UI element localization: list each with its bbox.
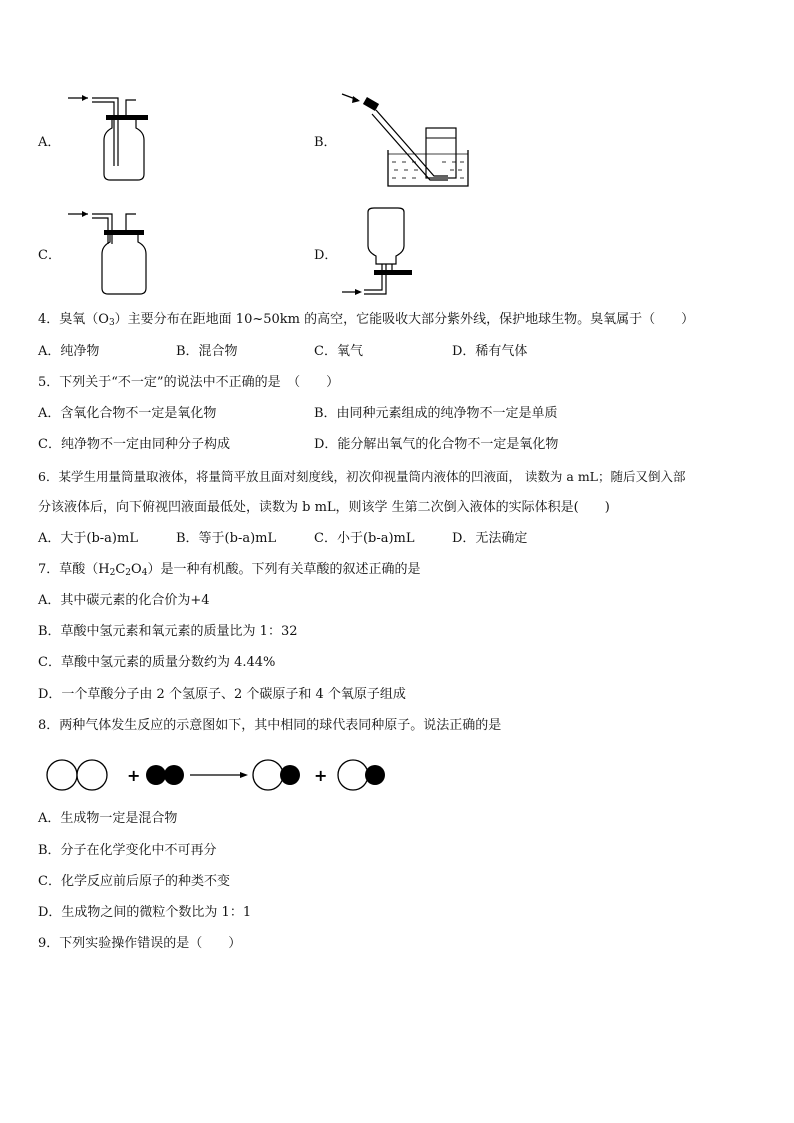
bottle-c-figure <box>60 200 170 300</box>
q5-option-d: D．能分解出氧气的化合物不一定是氧化物 <box>314 437 559 452</box>
bottle-a-figure <box>60 88 170 188</box>
white-atom-icon <box>77 760 107 790</box>
black-atom-icon <box>164 765 184 785</box>
q7-option-b: B．草酸中氢元素和氧元素的质量比为 1：32 <box>38 624 298 639</box>
option-b-label: B． <box>314 135 337 150</box>
question-8-stem: 8．两种气体发生反应的示意图如下，其中相同的球代表同种原子。说法正确的是 <box>38 718 502 733</box>
q8-option-c: C．化学反应前后原子的种类不变 <box>38 874 230 889</box>
black-atom-icon <box>280 765 300 785</box>
option-c-label: C． <box>38 248 61 263</box>
q7-option-d: D．一个草酸分子由 2 个氢原子、2 个碳原子和 4 个氧原子组成 <box>38 687 406 702</box>
q7-option-c: C．草酸中氢元素的质量分数约为 4.44% <box>38 655 276 670</box>
black-atom-icon <box>146 765 166 785</box>
white-atom-icon <box>338 760 368 790</box>
inverted-bottle-d-figure <box>338 200 448 300</box>
white-atom-icon <box>47 760 77 790</box>
q7-option-a: A．其中碳元素的化合价为+4 <box>38 593 210 608</box>
q4-option-c: C．氧气 <box>314 344 363 359</box>
q6-option-c: C．小于(b-a)mL <box>314 531 415 546</box>
question-4-stem: 4．臭氧$(O_3)$主要分布在距地面 10~50km 的高空，它能吸收大部分紫外线，保护地球生物。臭氧属于（ ） <box>38 312 695 328</box>
q6-option-a: A．大于(b-a)mL <box>38 531 138 546</box>
white-atom-icon <box>253 760 283 790</box>
q5-option-c: C．纯净物不一定由同种分子构成 <box>38 437 230 452</box>
arrow-head-icon <box>240 772 248 778</box>
question-7-stem: 7．草酸$(H_2C_2O_4)$是一种有机酸。下列有关草酸的叙述正确的是 <box>38 562 421 578</box>
water-trough-b-figure <box>338 88 478 188</box>
q4-option-d: D．稀有气体 <box>452 344 528 359</box>
question-6-stem-line1: 6．某学生用量筒量取液体，将量筒平放且面对刻度线，初次仰视量筒内液体的凹液面， 读数为 a mL；随后又倒入部 <box>38 469 686 484</box>
q5-option-a: A．含氧化合物不一定是氧化物 <box>38 406 217 421</box>
q5-option-b: B．由同种元素组成的纯净物不一定是单质 <box>314 406 558 421</box>
black-atom-icon <box>365 765 385 785</box>
question-6-stem-line2: 分该液体后，向下俯视凹液面最低处，读数为 b mL，则该学 生第二次倒入液体的实际体积是( ) <box>38 500 610 515</box>
q6-option-b: B．等于(b-a)mL <box>176 531 277 546</box>
question-5-stem: 5．下列关于“不一定”的说法中不正确的是 （ ） <box>38 375 340 390</box>
q8-option-a: A．生成物一定是混合物 <box>38 811 178 826</box>
reaction-diagram <box>44 756 394 794</box>
option-d-label: D． <box>314 248 338 263</box>
option-a-label: A． <box>38 135 61 150</box>
plus-sign-1: + <box>127 766 141 785</box>
q6-option-d: D．无法确定 <box>452 531 528 546</box>
plus-sign-2: + <box>314 766 328 785</box>
question-9-stem: 9．下列实验操作错误的是（ ） <box>38 936 242 951</box>
q4-option-a: A．纯净物 <box>38 344 100 359</box>
q8-option-d: D．生成物之间的微粒个数比为 1：1 <box>38 905 252 920</box>
q8-option-b: B．分子在化学变化中不可再分 <box>38 843 217 858</box>
q4-option-b: B．混合物 <box>176 344 238 359</box>
